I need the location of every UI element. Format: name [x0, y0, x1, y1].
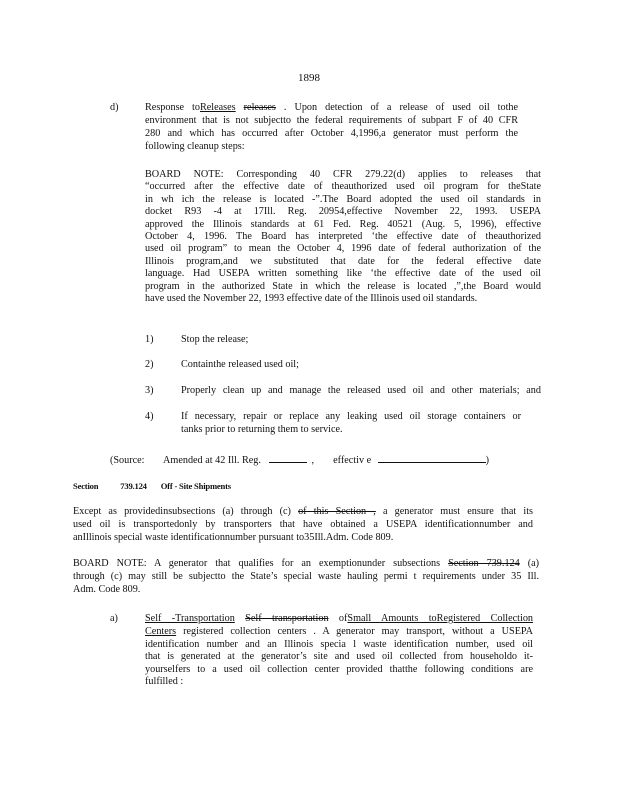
step-text: If necessary, repair or replace any leaking used oil storage containers or [181, 411, 521, 422]
board-note-1-line: language. Had USEPA written something like ‘the effective date of the used oil [145, 268, 541, 280]
page-number: 1898 [298, 72, 320, 84]
inserted-text: Small Amounts to [347, 613, 437, 624]
board-note-2-line-3: Adm. Code 809. [73, 584, 141, 595]
inserted-text: Centers [145, 626, 177, 637]
except-line-2: used oil is transportedonly by transporters that have obtained a USEPA identificationnumber and [73, 519, 533, 530]
item-d-line-2: environment that is not subjectto the federal requirements of subpart F of 40 CFR [145, 115, 518, 126]
blank-line [269, 452, 307, 463]
item-d-line-4: following cleanup steps: [145, 141, 245, 152]
step-number: 1) [145, 334, 154, 345]
item-a-line: that is generated at the generator’s site and used oil collected from householdo it- [145, 651, 533, 663]
except-line-1: Except as providedinsubsections (a) through (c) of this Section , a generator must ensure that its [73, 506, 534, 517]
step-number: 3) [145, 385, 154, 396]
step-number: 2) [145, 359, 154, 370]
board-note-1-line: “occurred after the effective date of theauthorized used oil program for theState [145, 181, 541, 193]
item-d-line-1: Response toReleases releases . Upon detection of a release of used oil tothe [145, 102, 519, 113]
deleted-text: Self transportation [245, 613, 329, 624]
section-number: 739.124 [120, 481, 147, 491]
board-note-1-line: BOARD NOTE: Corresponding 40 CFR 279.22(d) applies to releases that [145, 169, 541, 180]
board-note-1-line: October 4, 1996. The Board has interpreted ‘the effective date of theauthorized [145, 231, 541, 243]
item-a-label: a) [110, 613, 118, 624]
except-line-3: anIllinois special waste identificationnumber pursuant to35Ill.Adm. Code 809. [73, 532, 394, 543]
blank-line [378, 452, 486, 463]
item-a-line-1: Self -Transportation Self transportation ofSmall Amounts toRegistered Collection [145, 613, 534, 624]
board-note-1-line: approved the Illinois standards at 61 Fed. Reg. 40521 (Aug. 5, 1996), effective [145, 218, 541, 230]
inserted-text: Registered Collection [436, 613, 534, 624]
item-a-line: identification number and an Illinois specia l waste identification number, used oil [145, 639, 533, 650]
section-heading: Section 739.124 Off - Site Shipments [73, 481, 231, 491]
source-note: (Source: Amended at 42 Ill. Reg. , effectiv e ) [110, 452, 489, 467]
step-number: 4) [145, 411, 154, 422]
deleted-text: Section 739.124 [448, 558, 520, 569]
board-note-2-line-2: through (c) may still be subjectto the State’s special waste hauling permi t requirements under 35 Ill. [73, 571, 539, 582]
board-note-1-line: program in the authorized State in which the release is located ,”,the Board would [145, 280, 541, 292]
item-a-line: yourselfers to a used oil collection center provided thatthe following conditions are [145, 663, 533, 675]
item-d-label: d) [110, 102, 119, 113]
board-note-1 [145, 169, 541, 305]
board-note-1-line: Illinois program,and we substituted that date for the federal effective date [145, 255, 541, 267]
item-d-line-3: 280 and which has occurred after October 4,1996,a generator must perform the [145, 128, 518, 139]
inserted-text: Self -Transportation [145, 613, 235, 624]
board-note-1-line: have used the November 22, 1993 effective date of the Illinois used oil standards. [145, 293, 478, 305]
step-text: Stop the release; [181, 334, 249, 345]
board-note-1-line: used oil program” to mean the October 4, 1996 date of federal authorization of the [145, 243, 541, 255]
step-text: Containthe released used oil; [181, 359, 299, 370]
board-note-1-line: docket R93 -4 at 17Ill. Reg. 20954,effective November 22, 1993. USEPA [145, 206, 541, 218]
board-note-1-line: in wh ich the release is located -”.The Board adopted the used oil standards in [145, 193, 541, 205]
step-text-continued: tanks prior to returning them to service. [181, 424, 343, 435]
item-a-line: fulfilled : [145, 676, 184, 688]
item-a-body [145, 639, 533, 689]
item-a-line-2: Centers registered collection centers . A generator may transport, without a USEPA [145, 626, 533, 637]
deleted-text: releases [243, 102, 276, 113]
board-note-2-line-1: BOARD NOTE: A generator that qualifies for an exemptionunder subsections Section 739.124 (a) [73, 558, 540, 569]
step-text: Properly clean up and manage the released used oil and other materials; and [181, 385, 541, 396]
deleted-text: of this Section , [298, 506, 376, 517]
inserted-text: Releases [199, 102, 236, 113]
section-title: Off - Site Shipments [160, 481, 231, 491]
